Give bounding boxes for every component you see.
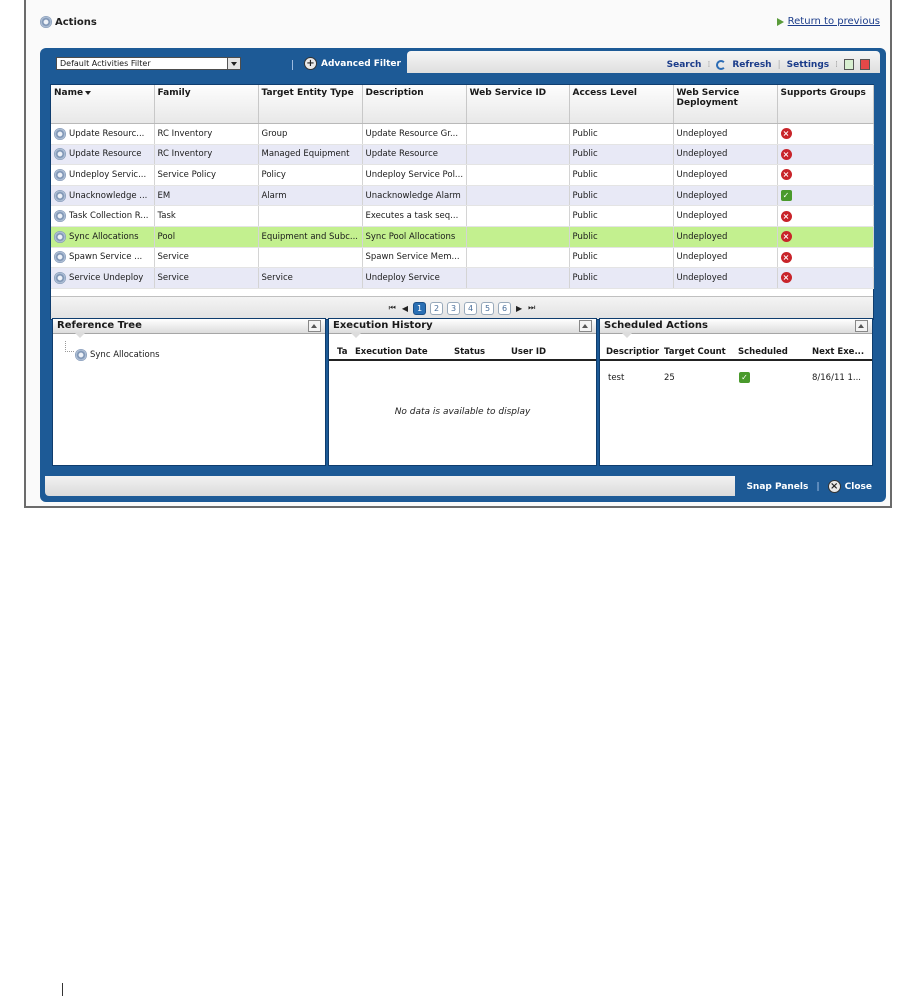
cell-supports-groups [777, 165, 873, 186]
header-notch [75, 333, 85, 338]
cell-target-entity-type: Policy [258, 165, 362, 186]
table-row[interactable] [51, 247, 873, 268]
separator: ⁞ [835, 59, 838, 70]
action-gear-icon [54, 210, 66, 222]
collapse-icon[interactable] [308, 320, 321, 332]
cell-target-entity-type: Managed Equipment [258, 144, 362, 165]
filter-value: Default Activities Filter [60, 59, 151, 68]
row-name-label: Sync Allocations [69, 231, 139, 242]
cell-web-service-id [466, 165, 569, 186]
scheduled-actions-columns [600, 345, 872, 361]
footer-strip [45, 476, 735, 496]
cell-target-entity-type [258, 247, 362, 268]
page-numbers [413, 302, 511, 315]
error-x-icon: × [781, 149, 792, 160]
cell-access-level: Public [569, 268, 673, 289]
actions-gear-icon [40, 16, 52, 28]
footer-tools [746, 480, 872, 493]
column-header-description[interactable]: Descriptior [606, 347, 660, 357]
cell-web-service-id [466, 124, 569, 145]
advanced-filter-button[interactable] [304, 57, 401, 70]
table-row[interactable] [51, 124, 873, 145]
collapse-icon[interactable] [579, 320, 592, 332]
error-x-icon: × [781, 231, 792, 242]
scheduled-actions-header [600, 319, 872, 334]
cell-supports-groups [777, 124, 873, 145]
page-margin-marker [62, 983, 63, 996]
tree-item-label: Sync Allocations [90, 350, 160, 360]
row-name-label: Spawn Service ... [69, 252, 143, 263]
cell-web-service-deployment: Undeployed [673, 206, 777, 227]
execution-history-title: Execution History [333, 320, 433, 331]
separator: | [777, 59, 781, 70]
cell-access-level: Public [569, 206, 673, 227]
cell-web-service-deployment: Undeployed [673, 226, 777, 247]
pagination [51, 296, 873, 319]
settings-link[interactable]: Settings [786, 59, 830, 70]
column-header-next-execution[interactable]: Next Exe... [812, 347, 865, 357]
cell-web-service-id [466, 226, 569, 247]
execution-history-panel [328, 318, 597, 466]
cell-family: Service [154, 268, 258, 289]
cell-name [51, 247, 154, 268]
cell-name [51, 226, 154, 247]
cell-access-level: Public [569, 124, 673, 145]
action-gear-icon [54, 190, 66, 202]
table-row[interactable] [51, 226, 873, 247]
page-button-2[interactable]: 2 [430, 302, 443, 315]
action-gear-icon [54, 272, 66, 284]
cell-access-level: Public [569, 144, 673, 165]
scheduled-actions-panel [599, 318, 873, 466]
action-gear-icon [54, 251, 66, 263]
actions-panel [40, 48, 886, 502]
page-button-1[interactable]: 1 [413, 302, 426, 315]
cell-web-service-id [466, 206, 569, 227]
row-name-label: Task Collection R... [69, 211, 149, 222]
cell-web-service-deployment: Undeployed [673, 185, 777, 206]
cell-description: Executes a task seq... [362, 206, 466, 227]
row-name-label: Unacknowledge ... [69, 190, 148, 201]
cell-description: Undeploy Service [362, 268, 466, 289]
cell-supports-groups [777, 268, 873, 289]
table-row[interactable] [51, 144, 873, 165]
page-button-4[interactable]: 4 [464, 302, 477, 315]
advanced-filter-label: Advanced Filter [321, 58, 401, 69]
column-header-user-id[interactable]: User ID [511, 347, 547, 357]
table-row[interactable] [51, 206, 873, 227]
cell-name [51, 185, 154, 206]
error-x-icon: × [781, 272, 792, 283]
check-icon: ✓ [739, 372, 750, 383]
cell-target-entity-type: Group [258, 124, 362, 145]
cell-web-service-deployment: Undeployed [673, 124, 777, 145]
reference-tree-panel [52, 318, 326, 466]
cell-name [51, 268, 154, 289]
excel-export-icon[interactable] [844, 59, 854, 70]
cell-description: Spawn Service Mem... [362, 247, 466, 268]
column-header-status[interactable]: Status [454, 347, 486, 357]
dropdown-arrow-icon[interactable] [227, 58, 240, 69]
cell-next-execution: 8/16/11 1... [812, 373, 861, 383]
action-gear-icon [54, 169, 66, 181]
column-header-description[interactable]: Description [362, 85, 466, 124]
close-icon: × [828, 480, 841, 493]
refresh-link[interactable]: Refresh [732, 59, 772, 70]
header-notch [351, 333, 361, 338]
column-header-ta[interactable]: Ta [337, 347, 348, 357]
column-header-target-entity-type[interactable]: Target Entity Type [258, 85, 362, 124]
actions-table [51, 85, 874, 289]
cell-family: RC Inventory [154, 144, 258, 165]
cell-description: Undeploy Service Pol... [362, 165, 466, 186]
table-row[interactable] [51, 165, 873, 186]
column-header-target-count[interactable]: Target Count [664, 347, 726, 357]
column-header-web-service-deployment[interactable]: Web Service Deployment [673, 85, 777, 124]
last-page-icon[interactable]: ⏭ [528, 303, 536, 312]
cell-web-service-deployment: Undeployed [673, 144, 777, 165]
cell-access-level: Public [569, 247, 673, 268]
sort-desc-icon [85, 91, 91, 95]
action-gear-icon [54, 148, 66, 160]
check-icon: ✓ [781, 190, 792, 201]
cell-web-service-id [466, 185, 569, 206]
search-link[interactable]: Search [666, 59, 702, 70]
cell-target-entity-type: Alarm [258, 185, 362, 206]
cell-name [51, 124, 154, 145]
pdf-export-icon[interactable] [860, 59, 870, 70]
cell-access-level: Public [569, 226, 673, 247]
action-gear-icon [54, 128, 66, 140]
cell-web-service-deployment: Undeployed [673, 165, 777, 186]
cell-description: Update Resource Gr... [362, 124, 466, 145]
refresh-icon[interactable] [716, 60, 726, 70]
close-label: Close [844, 481, 872, 492]
page-title: Actions [55, 16, 97, 28]
return-link[interactable]: Return to previous [787, 16, 880, 27]
cell-name [51, 206, 154, 227]
cell-description: Sync Pool Allocations [362, 226, 466, 247]
cell-supports-groups [777, 247, 873, 268]
cell-name [51, 165, 154, 186]
page-button-6[interactable]: 6 [498, 302, 511, 315]
cell-target-entity-type: Equipment and Subc... [258, 226, 362, 247]
first-page-icon[interactable]: ⏮ [388, 303, 396, 312]
cell-family: Task [154, 206, 258, 227]
cell-supports-groups [777, 206, 873, 227]
cell-access-level: Public [569, 185, 673, 206]
toolbar-tab-strip [407, 51, 880, 73]
table-row[interactable] [51, 268, 873, 289]
cell-supports-groups [777, 226, 873, 247]
action-gear-icon [75, 349, 87, 361]
separator: ⁞ [707, 59, 711, 70]
cell-access-level: Public [569, 165, 673, 186]
row-name-label: Update Resource [69, 149, 142, 160]
table-row[interactable] [51, 185, 873, 206]
row-name-label: Undeploy Servic... [69, 169, 147, 180]
snap-panels-button[interactable]: Snap Panels [746, 481, 809, 492]
close-button[interactable] [828, 480, 872, 493]
reference-tree-header [53, 319, 325, 334]
cell-family: Service [154, 247, 258, 268]
scheduled-actions-title: Scheduled Actions [604, 320, 708, 331]
row-name-label: Update Resourc... [69, 128, 145, 139]
cell-web-service-id [466, 268, 569, 289]
column-header-name[interactable]: Name [51, 85, 154, 124]
error-x-icon: × [781, 128, 792, 139]
header-notch [622, 333, 632, 338]
table-header-row [51, 85, 873, 124]
collapse-icon[interactable] [855, 320, 868, 332]
page-button-5[interactable]: 5 [481, 302, 494, 315]
column-header-execution-date[interactable]: Execution Date [355, 347, 428, 357]
cell-family: Service Policy [154, 165, 258, 186]
separator: | [816, 481, 820, 492]
execution-history-header [329, 319, 596, 334]
separator [292, 60, 293, 70]
cell-description: Update Resource [362, 144, 466, 165]
window-header [40, 16, 880, 34]
next-page-icon[interactable]: ▶ [516, 303, 523, 313]
row-name-label: Service Undeploy [69, 272, 144, 283]
title-area [40, 16, 97, 28]
plus-icon: + [304, 57, 317, 70]
toolbar-tools [667, 59, 870, 70]
error-x-icon: × [781, 169, 792, 180]
green-arrow-icon [777, 18, 784, 26]
cell-supports-groups [777, 144, 873, 165]
column-header-scheduled[interactable]: Scheduled [738, 347, 788, 357]
actions-grid [50, 84, 874, 320]
cell-family: EM [154, 185, 258, 206]
error-x-icon: × [781, 252, 792, 263]
cell-description: Unacknowledge Alarm [362, 185, 466, 206]
error-x-icon: × [781, 211, 792, 222]
cell-supports-groups [777, 185, 873, 206]
tree-item-sync-allocations[interactable] [75, 349, 160, 361]
page-button-3[interactable]: 3 [447, 302, 460, 315]
filter-select[interactable] [56, 57, 241, 70]
cell-target-entity-type [258, 206, 362, 227]
cell-family: Pool [154, 226, 258, 247]
reference-tree-title: Reference Tree [57, 320, 142, 331]
action-gear-icon [54, 231, 66, 243]
empty-message: No data is available to display [394, 407, 531, 417]
cell-web-service-id [466, 247, 569, 268]
column-header-access-level[interactable]: Access Level [569, 85, 673, 124]
cell-web-service-deployment: Undeployed [673, 247, 777, 268]
prev-page-icon[interactable]: ◀ [401, 303, 408, 313]
cell-target-count: 25 [664, 373, 675, 383]
cell-target-entity-type: Service [258, 268, 362, 289]
return-to-previous[interactable] [777, 16, 880, 27]
cell-name [51, 144, 154, 165]
cell-web-service-id [466, 144, 569, 165]
cell-description: test [608, 373, 625, 383]
cell-family: RC Inventory [154, 124, 258, 145]
column-header-family[interactable]: Family [154, 85, 258, 124]
column-header-web-service-id[interactable]: Web Service ID [466, 85, 569, 124]
cell-web-service-deployment: Undeployed [673, 268, 777, 289]
execution-history-columns [329, 345, 596, 361]
column-header-supports-groups[interactable]: Supports Groups [777, 85, 873, 124]
tree-connector [65, 341, 74, 352]
